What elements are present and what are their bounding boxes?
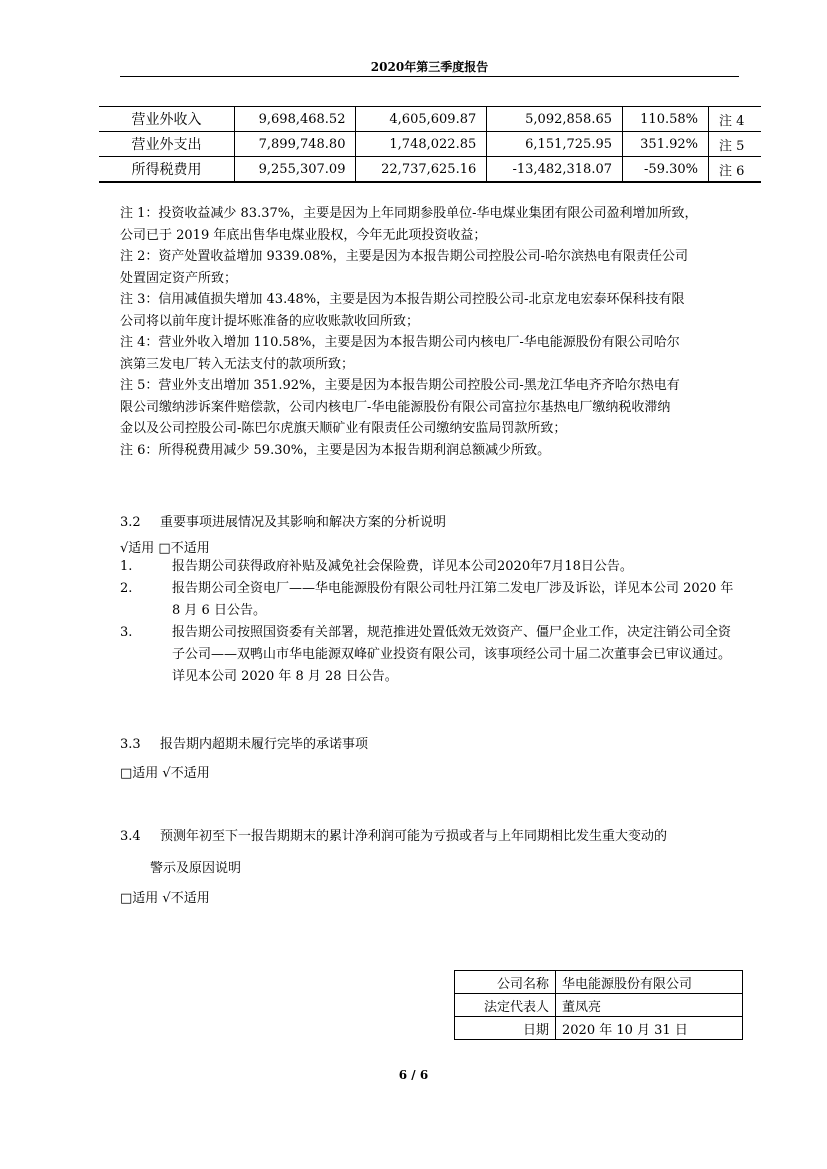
change-amount: -13,482,318.07 [487,157,623,183]
change-percent: 351.92% [623,132,709,157]
list-item [120,556,740,578]
section-3-2-heading [120,511,446,530]
prior-value: 4,605,609.87 [356,107,487,132]
note-line: 处置固定资产所致； [120,270,238,286]
section-number: 3.2 [120,515,141,530]
item-name: 营业外收入 [99,107,235,132]
note-ref: 注 5 [709,132,762,157]
section-3-3-heading [120,733,368,752]
change-amount: 6,151,725.95 [487,132,623,157]
section-3-3-applicability: □适用 √不适用 [120,766,210,781]
note-line: 限公司缴纳涉诉案件赔偿款，公司内核电厂-华电能源股份有限公司富拉尔基热电厂缴纳税收滞纳 [120,399,671,415]
signature-value: 2020 年 10 月 31 日 [556,1017,743,1040]
item-index: 3. [120,625,133,640]
change-percent: 110.58% [623,107,709,132]
note-line: 公司已于 2019 年底出售华电煤业股权，今年无此项投资收益； [120,227,487,243]
page-number: 6 / 6 [398,1068,429,1082]
note-line: 注 3：信用减值损失增加 43.48%，主要是因为本报告期公司控股公司-北京龙电宏泰环保科技有限 [120,292,685,307]
signature-value: 董凤亮 [556,994,743,1017]
section-number: 3.4 [120,829,141,844]
table-row [99,157,761,183]
change-amount: 5,092,858.65 [487,107,623,132]
note-line: 注 2：资产处置收益增加 9339.08%，主要是因为本报告期公司控股公司-哈尔滨热电有限责任公司 [120,249,689,264]
item-text: 报告期公司按照国资委有关部署，规范推进处置低效无效资产、僵尸企业工作，决定注销公司全资子公司——双鸭山市华电能源双峰矿业投资有限公司，该事项经公司十届二次董事会已审议通过。详见本公司 2020 年 8 月 28 日公告。 [172,625,732,684]
section-title: 预测年初至下一报告期期末的累计净利润可能为亏损或者与上年同期相比发生重大变动的 [160,829,668,844]
table-row [455,971,743,994]
prior-value: 1,748,022.85 [356,132,487,157]
prior-value: 22,737,625.16 [356,157,487,183]
item-index: 1. [120,559,133,574]
note-line: 注 4：营业外收入增加 110.58%，主要是因为本报告期公司内核电厂-华电能源股份有限公司哈尔 [120,335,680,350]
item-name: 营业外支出 [99,132,235,157]
section-3-2-applicability: √适用 □不适用 [120,541,210,556]
current-value: 9,698,468.52 [235,107,356,132]
section-title: 报告期内超期未履行完毕的承诺事项 [160,737,369,752]
change-percent: -59.30% [623,157,709,183]
item-name: 所得税费用 [99,157,235,183]
signature-value: 华电能源股份有限公司 [556,971,743,994]
signature-label: 公司名称 [455,971,556,994]
signature-table [454,970,743,1040]
section-3-4-applicability: □适用 √不适用 [120,891,210,906]
signature-label: 法定代表人 [455,994,556,1017]
list-item [120,578,740,622]
notes-block [120,203,740,461]
note-line: 金以及公司控股公司-陈巴尔虎旗天顺矿业有限责任公司缴纳安监局罚款所致； [120,421,567,436]
header-rule [120,76,739,77]
table-row [455,1017,743,1040]
note-line: 注 1：投资收益减少 83.37%，主要是因为上年同期参股单位-华电煤业集团有限公司盈利增加所致， [120,206,698,221]
current-value: 7,899,748.80 [235,132,356,157]
note-ref: 注 6 [709,157,762,183]
financial-change-table [99,106,761,183]
table-row [99,107,761,132]
note-line: 滨第三发电厂转入无法支付的款项所致； [120,356,355,372]
current-value: 9,255,307.09 [235,157,356,183]
section-title: 重要事项进展情况及其影响和解决方案的分析说明 [160,515,447,530]
note-line: 注 6：所得税费用减少 59.30%，主要是因为本报告期利润总额减少所致。 [120,442,551,458]
item-text: 报告期公司全资电厂——华电能源股份有限公司牡丹江第二发电厂涉及诉讼，详见本公司 2020 年 8 月 6 日公告。 [172,581,734,618]
section-3-2-items [120,556,740,688]
item-index: 2. [120,581,133,596]
table-row [99,132,761,157]
table-row [455,994,743,1017]
signature-label: 日期 [455,1017,556,1040]
section-number: 3.3 [120,737,141,752]
section-3-4-heading [120,825,667,844]
report-header-title: 2020年第三季度报告 [370,60,489,74]
section-3-4-heading-cont: 警示及原因说明 [150,861,242,876]
note-ref: 注 4 [709,107,762,132]
note-line: 公司将以前年度计提坏账准备的应收账款收回所致； [120,313,420,329]
list-item [120,622,740,688]
note-line: 注 5：营业外支出增加 351.92%，主要是因为本报告期公司控股公司-黑龙江华电齐齐哈尔热电有 [120,378,680,393]
item-text: 报告期公司获得政府补贴及减免社会保险费，详见本公司2020年7月18日公告。 [172,559,633,574]
